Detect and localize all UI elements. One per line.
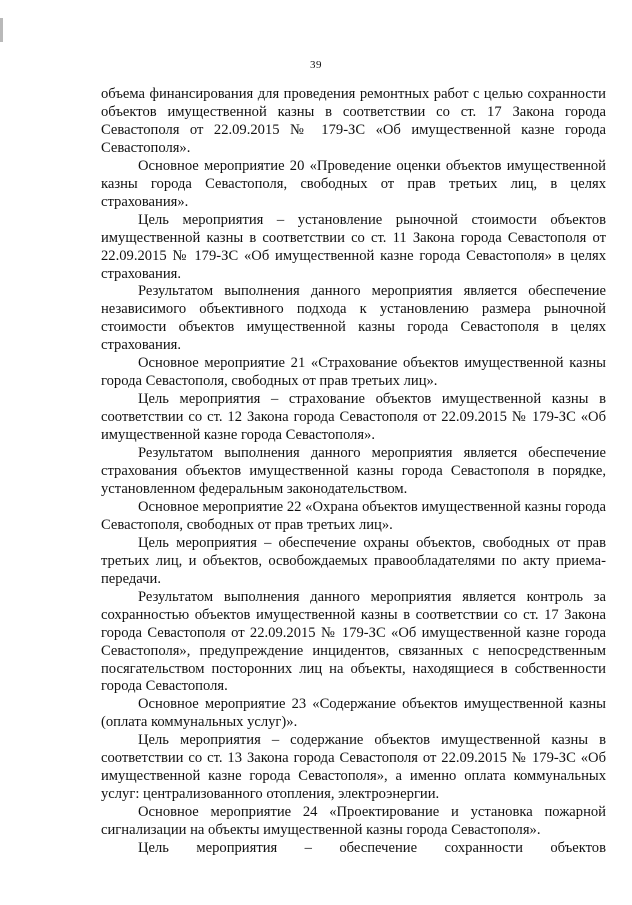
paragraph-measure-21-goal: Цель мероприятия – страхование объектов имущественной казны в соответствии со ст. 12 Закона города Севастополя от 22.09.2015 № 179-ЗС «Об имущественной казне города Севастополя». xyxy=(101,391,606,444)
paragraph-measure-23-title: Основное мероприятие 23 «Содержание объектов имущественной казны (оплата коммунальных услуг)». xyxy=(101,696,606,731)
paragraph-measure-20-goal: Цель мероприятия – установление рыночной стоимости объектов имущественной казны в соответствии со ст. 11 Закона города Севастополя от 22.09.2015 № 179-ЗС «Об имущественной казне города Севастополя» в целях страхования. xyxy=(101,211,606,282)
paragraph-measure-21-title: Основное мероприятие 21 «Страхование объектов имущественной казны города Севастополя, свободных от прав третьих лиц». xyxy=(101,355,606,390)
paragraph-measure-22-title: Основное мероприятие 22 «Охрана объектов имущественной казны города Севастополя, свободных от прав третьих лиц». xyxy=(101,498,606,533)
paragraph-measure-24-goal: Цель мероприятия – обеспечение сохранности объектов xyxy=(138,840,606,857)
paragraph-measure-21-result: Результатом выполнения данного мероприятия является обеспечение страхования объектов имущественной казны города Севастополя в порядке, установленном федеральным законодательством. xyxy=(101,445,606,497)
paragraph-measure-22-result: Результатом выполнения данного мероприятия является контроль за сохранностью объектов имущественной казны в соответствии со ст. 17 Закона города Севастополя от 22.09.2015 № 179-ЗС «Об имущественной казне города Севастополя», предупреждение инцидентов, связанных с непосредственным посягательством посторонних лиц на объекты, находящиеся в собственности города Севастополя. xyxy=(101,588,606,695)
paragraph-measure-20-result: Результатом выполнения данного мероприятия является обеспечение независимого объективного подхода к установлению размера рыночной стоимости объектов имущественной казны города Севастополя в целях страхования. xyxy=(101,283,606,354)
paragraph-measure-23-goal: Цель мероприятия – содержание объектов имущественной казны в соответствии со ст. 13 Закона города Севастополя от 22.09.2015 № 179-ЗС «Об имущественной казне города Севастополя», а именно оплата коммунальных услуг: централизованного отопления, электроэнергии. xyxy=(101,732,606,803)
paragraph-measure-22-goal: Цель мероприятия – обеспечение охраны объектов, свободных от прав третьих лиц, и объектов, освобождаемых правообладателями по акту приема-передачи. xyxy=(101,534,606,587)
scan-edge-mark xyxy=(0,18,3,42)
paragraph-measure-20-title: Основное мероприятие 20 «Проведение оценки объектов имущественной казны города Севастополя, свободных от прав третьих лиц, в целях страхования». xyxy=(101,157,606,210)
paragraph-financing-continuation: объема финансирования для проведения ремонтных работ с целью сохранности объектов имущественной казны в соответствии со ст. 17 Закона города Севастополя от 22.09.2015 № 179-ЗС «Об имущественной казне города Севастополя». xyxy=(101,86,606,156)
document-body xyxy=(101,86,606,858)
page-number: 39 xyxy=(310,59,322,71)
paragraph-measure-24-title: Основное мероприятие 24 «Проектирование и установка пожарной сигнализации на объекты имущественной казны города Севастополя». xyxy=(101,804,606,839)
